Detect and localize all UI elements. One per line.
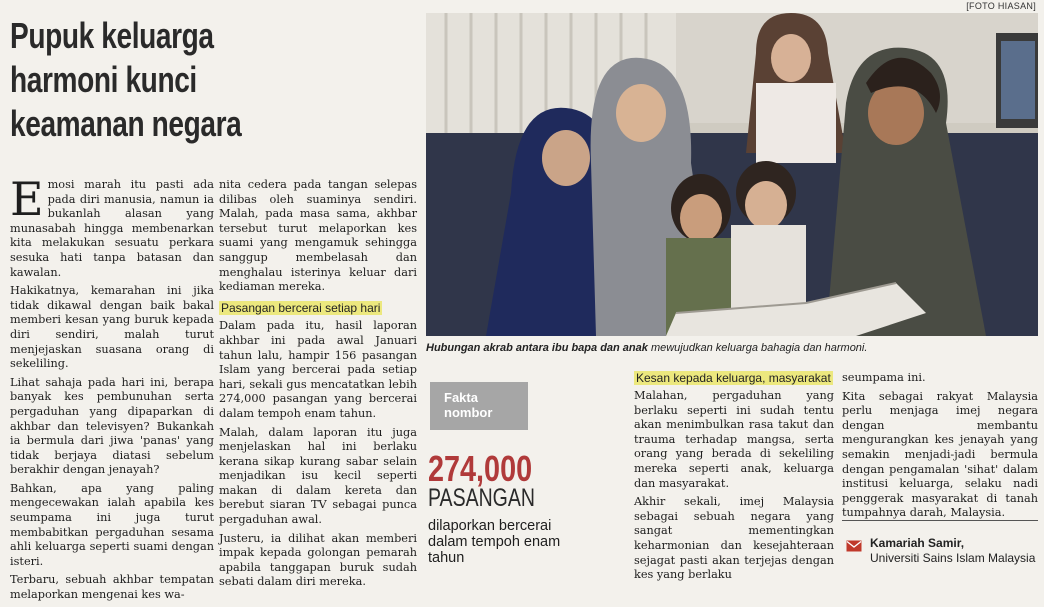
- article-paragraph: Kita sebagai rakyat Malaysia perlu menjaga imej negara dengan membantu mengurangkan kes jenayah yang semakin menjadi-jadi bermula dengan pengamalan 'sihat' dalam institusi keluarga, selaku nadi penggerak masyarakat di tanah tumpahnya darah, Malaysia.: [842, 389, 1038, 520]
- photo-caption: [426, 342, 1038, 354]
- caption-bold: Hubungan akrab antara ibu bapa dan anak: [426, 342, 648, 354]
- headline-line: keamanan negara: [10, 103, 242, 144]
- fakta-description: dilaporkan bercerai dalam tempoh enam tahun: [428, 518, 561, 566]
- section-subhead: [219, 301, 417, 316]
- paragraph-text: mosi marah itu pasti ada pada diri manusia, namun ia bukanlah alasan yang munasabah hingga membenarkan kita melakukan sesuatu perkara sesuka hati tanpa batasan dan kawalan.: [10, 178, 214, 279]
- subhead-highlight: Kesan kepada keluarga, masyarakat: [636, 371, 831, 385]
- drop-cap: E: [10, 172, 44, 226]
- fakta-number: 274,000: [428, 448, 533, 489]
- article-paragraph: Justeru, ia dilihat akan memberi impak kepada golongan pemarah apabila tanggapan buruk sudah sebati dalam diri mereka.: [219, 531, 417, 589]
- article-paragraph: [10, 172, 214, 280]
- article-paragraph: Terbaru, sebuah akhbar tempatan melaporkan mengenai kes wa-: [10, 573, 214, 602]
- article-column-1: [10, 172, 214, 607]
- article-paragraph: Bahkan, apa yang paling mengecewakan ialah apabila kes seumpama ini juga turut membabitkan pergaduhan sesama ahli keluarga seperti suami dengan isteri.: [10, 481, 214, 568]
- fakta-label: Fakta nombor: [430, 382, 528, 430]
- article-paragraph: nita cedera pada tangan selepas dilibas oleh suaminya sendiri. Malah, pada masa sama, akhbar tersebut turut melaporkan kes suami yang mengamuk sehingga sanggup membelasah dan menghalau isterinya keluar dari kediaman mereka.: [219, 178, 417, 294]
- fakta-unit: PASANGAN: [428, 484, 535, 512]
- headline-line: Pupuk keluarga: [10, 15, 214, 56]
- article-paragraph: Dalam pada itu, hasil laporan akhbar ini pada awal Januari tahun lalu, hampir 156 pasangan Islam yang bercerai pada setiap hari, sekali gus mencatatkan lebih 274,000 pasangan yang bercerai dalam tempoh enam tahun.: [219, 319, 417, 420]
- author-name: Kamariah Samir,: [870, 536, 965, 550]
- article-paragraph: Malahan, pergaduhan yang berlaku seperti ini sudah tentu akan menimbulkan rasa takut dan trauma terhadap mangsa, serta orang yang berada di sekeliling mereka seperti anak, keluarga dan masyarakat.: [634, 389, 834, 490]
- article-paragraph: Lihat sahaja pada hari ini, berapa banyak kes pembunuhan serta pergaduhan yang dipaparkan di akhbar dan televisyen? Bukankah ia bermula dari jiwa 'panas' yang tidak berjaya diatasi sebelum berakhir dengan jenayah?: [10, 375, 214, 477]
- article-paragraph: seumpama ini.: [842, 371, 926, 384]
- headline-line: harmoni kunci: [10, 59, 197, 100]
- subhead-highlight: Pasangan bercerai setiap hari: [221, 300, 381, 315]
- article-paragraph: Hakikatnya, kemarahan ini jika tidak dikawal dengan baik bakal memberi kesan yang buruk kepada diri sendiri, malah turut menjejaskan suasana orang di sekeliling.: [10, 284, 214, 371]
- section-subhead: [634, 371, 834, 385]
- envelope-icon: [846, 540, 862, 552]
- fakta-nombor-box: [426, 372, 626, 572]
- article-paragraph: Akhir sekali, imej Malaysia sebagai sebuah negara yang sangat mementingkan keharmonian dan kesejahteraan sejagat pasti akan terjejas dengan kes yang berlaku: [634, 495, 834, 582]
- article-column-3: [634, 371, 834, 587]
- article-paragraph: Malah, dalam laporan itu juga menjelaskan hal ini berlaku kerana sikap kurang sabar selain menjadikan isu kecil seperti makan di dalam kereta dan berebut siaran TV sebagai punca pergaduhan awal.: [219, 425, 417, 527]
- author-divider: [842, 520, 1038, 521]
- family-photo-illustration: [426, 13, 1038, 336]
- article-column-2: [219, 178, 417, 594]
- family-photo: [426, 13, 1038, 336]
- author-block: [870, 536, 1035, 566]
- article-column-4: [842, 371, 1038, 525]
- page-title: [10, 14, 330, 146]
- photo-credit: [FOTO HIASAN]: [966, 1, 1036, 11]
- author-affiliation: Universiti Sains Islam Malaysia: [870, 551, 1036, 565]
- caption-text: mewujudkan keluarga bahagia dan harmoni.: [647, 342, 868, 354]
